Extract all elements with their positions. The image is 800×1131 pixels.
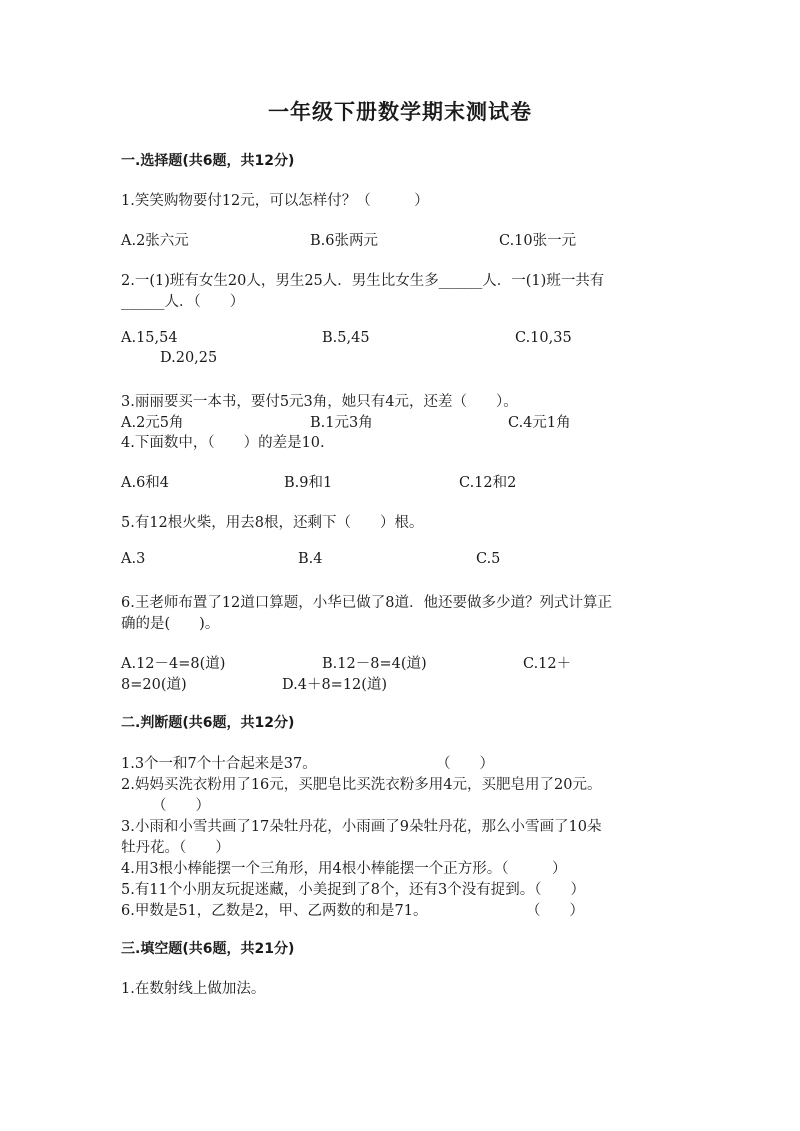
answer-parentheses: （ ） — [436, 756, 494, 772]
answer-parentheses: （ ） — [152, 798, 210, 814]
statement: 5.有11个小朋友玩捉迷藏，小美捉到了8个，还有3个没有捉到。（ ） — [121, 882, 585, 898]
option-a: A.12－4=8(道) — [121, 656, 226, 672]
option-b: B.12－8=4(道) — [322, 656, 427, 672]
option-c: C.12和2 — [459, 475, 517, 491]
option-c: C.12＋ — [523, 656, 572, 672]
statement: 2.妈妈买洗衣粉用了16元，买肥皂比买洗衣粉多用4元，买肥皂用了20元。 — [121, 777, 602, 793]
question-text: 1.笑笑购物要付12元，可以怎样付？（ ） — [121, 193, 429, 209]
section-heading-fill-blank: 三.填空题(共6题，共21分) — [121, 941, 295, 957]
statement: 1.3个一和7个十合起来是37。 — [121, 756, 317, 772]
statement: 6.甲数是51，乙数是2，甲、乙两数的和是71。 — [121, 903, 428, 919]
option-b: B.9和1 — [284, 475, 333, 491]
option-a: A.2元5角 — [121, 415, 184, 431]
page-title: 一年级下册数学期末测试卷 — [268, 99, 532, 124]
option-d: D.4＋8=12(道) — [282, 677, 388, 693]
statement-continued: 牡丹花。（ ） — [121, 840, 230, 856]
question-text-continued: ______人．（ ） — [121, 294, 245, 310]
question-text: 3.丽丽要买一本书，要付5元3角，她只有4元，还差（ ）。 — [121, 394, 518, 410]
option-a: A.6和4 — [121, 475, 170, 491]
question-text: 6.王老师布置了12道口算题，小华已做了8道．他还要做多少道？列式计算正 — [121, 595, 613, 611]
question-text: 1.在数射线上做加法。 — [121, 981, 266, 997]
answer-parentheses: （ ） — [526, 903, 584, 919]
option-a: A.2张六元 — [121, 233, 189, 249]
section-heading-choice: 一.选择题(共6题，共12分) — [121, 153, 295, 169]
question-text-continued: 确的是( )。 — [121, 616, 220, 632]
section-heading-judgement: 二.判断题(共6题，共12分) — [121, 715, 295, 731]
option-d: D.20,25 — [160, 350, 218, 366]
option-c: C.4元1角 — [508, 415, 571, 431]
option-c: C.10张一元 — [499, 233, 577, 249]
option-a: A.3 — [121, 551, 146, 567]
option-b: B.4 — [298, 551, 323, 567]
option-c: C.5 — [476, 551, 501, 567]
option-c: C.10,35 — [515, 330, 572, 346]
question-text: 4.下面数中，（ ）的差是10. — [121, 435, 325, 451]
option-c-continued: 8=20(道) — [121, 677, 187, 693]
statement: 4.用3根小棒能摆一个三角形，用4根小棒能摆一个正方形。（ ） — [121, 861, 567, 877]
question-text: 5.有12根火柴，用去8根，还剩下（ ）根。 — [121, 515, 424, 531]
statement: 3.小雨和小雪共画了17朵牡丹花，小雨画了9朵牡丹花，那么小雪画了10朵 — [121, 819, 602, 835]
option-b: B.6张两元 — [310, 233, 378, 249]
option-a: A.15,54 — [121, 330, 178, 346]
option-b: B.1元3角 — [310, 415, 373, 431]
question-text: 2.一(1)班有女生20人，男生25人．男生比女生多______人．一(1)班一共有 — [121, 273, 605, 289]
option-b: B.5,45 — [322, 330, 370, 346]
